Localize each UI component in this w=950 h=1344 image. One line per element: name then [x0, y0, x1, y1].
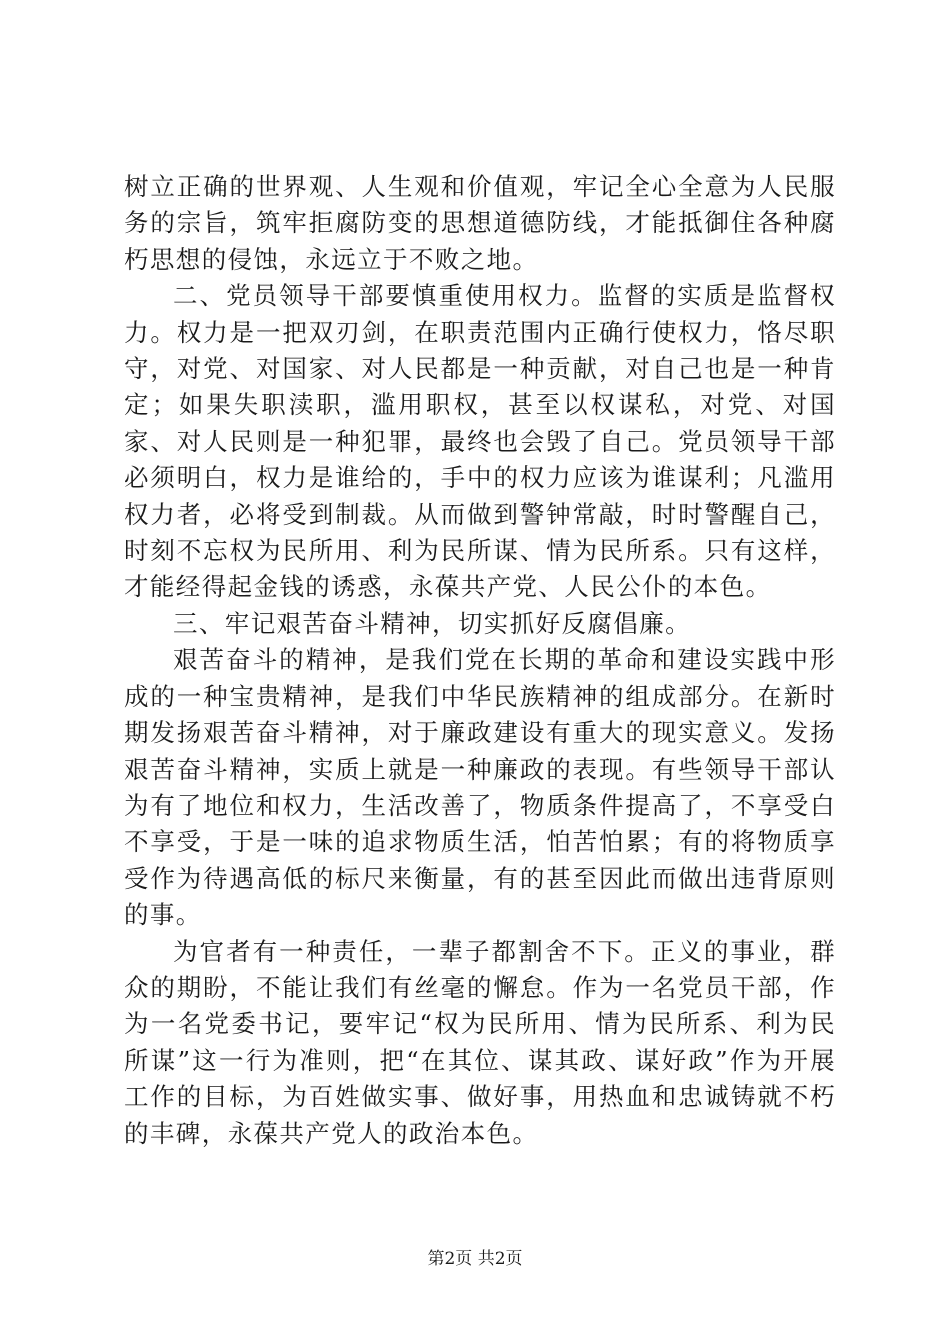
document-body [124, 169, 836, 1152]
paragraph-2: 二、党员领导干部要慎重使用权力。监督的实质是监督权力。权力是一把双刃剑，在职责范围内正确行使权力，恪尽职守，对党、对国家、对人民都是一种贡献，对自己也是一种肯定；如果失职渎职，滥用职权，甚至以权谋私，对党、对国家、对人民则是一种犯罪，最终也会毁了自己。党员领导干部必须明白，权力是谁给的，手中的权力应该为谁谋利；凡滥用权力者，必将受到制裁。从而做到警钟常敲，时时警醒自己，时刻不忘权为民所用、利为民所谋、情为民所系。只有这样，才能经得起金钱的诱惑，永葆共产党、人民公仆的本色。 [124, 281, 836, 602]
paragraph-5: 为官者有一种责任，一辈子都割舍不下。正义的事业，群众的期盼，不能让我们有丝毫的懈怠。作为一名党员干部，作为一名党委书记，要牢记“权为民所用、情为民所系、利为民所谋”这一行为准则，把“在其位、谋其政、谋好政”作为开展工作的目标，为百姓做实事、做好事，用热血和忠诚铸就不朽的丰碑，永葆共产党人的政治本色。 [124, 936, 836, 1148]
paragraph-1: 树立正确的世界观、人生观和价值观，牢记全心全意为人民服务的宗旨，筑牢拒腐防变的思想道德防线，才能抵御住各种腐朽思想的侵蚀，永远立于不败之地。 [124, 172, 836, 274]
paragraph-4: 艰苦奋斗的精神，是我们党在长期的革命和建设实践中形成的一种宝贵精神，是我们中华民族精神的组成部分。在新时期发扬艰苦奋斗精神，对于廉政建设有重大的现实意义。发扬艰苦奋斗精神，实质上就是一种廉政的表现。有些领导干部认为有了地位和权力，生活改善了，物质条件提高了，不享受白不享受，于是一味的追求物质生活，怕苦怕累；有的将物质享受作为待遇高低的标尺来衡量，有的甚至因此而做出违背原则的事。 [124, 645, 836, 930]
page-footer: 第2页 共2页 [427, 1249, 523, 1269]
paragraph-3-heading: 三、牢记艰苦奋斗精神，切实抓好反腐倡廉。 [173, 608, 691, 638]
